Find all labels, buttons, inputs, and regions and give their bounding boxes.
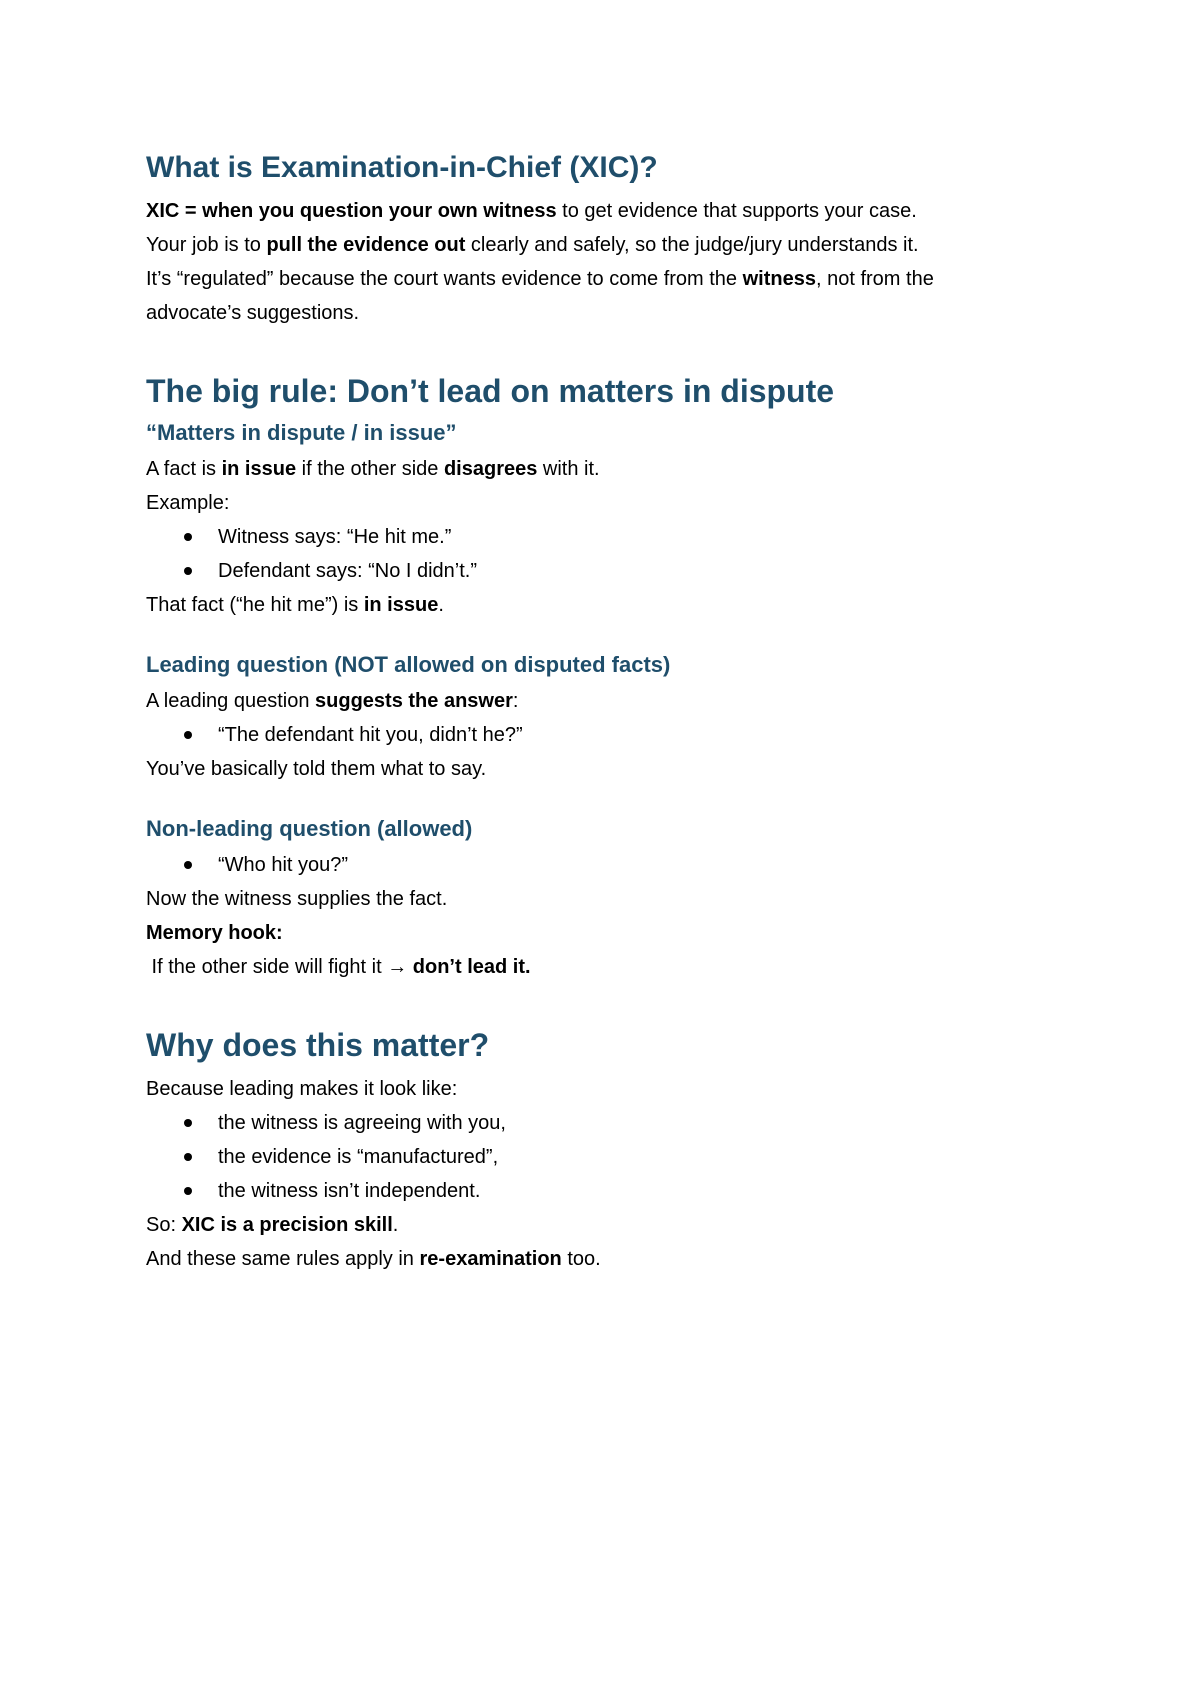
text-span: A fact is	[146, 458, 222, 480]
paragraph-regulated	[146, 262, 1076, 296]
bullet-list-non-leading	[146, 848, 1076, 882]
text-span: And these same rules apply in	[146, 1248, 420, 1270]
subheading-matters-in-dispute: “Matters in dispute / in issue”	[146, 420, 457, 445]
paragraph-that-fact	[146, 588, 1076, 622]
bold-text: XIC is a precision skill	[181, 1214, 393, 1236]
text-span: to get evidence that supports your case.	[556, 200, 917, 222]
text-span: with it.	[537, 458, 600, 480]
list-item-text: the witness is agreeing with you,	[218, 1112, 506, 1134]
paragraph-told-them: You’ve basically told them what to say.	[146, 758, 487, 780]
paragraph-advocate-suggestions: advocate’s suggestions.	[146, 302, 360, 324]
list-item-text: “Who hit you?”	[218, 854, 349, 876]
text-span: too.	[561, 1248, 601, 1270]
list-item-text: the witness isn’t independent.	[218, 1180, 481, 1202]
text-span: A leading question	[146, 690, 316, 712]
text-span: .	[438, 594, 444, 616]
list-item	[146, 1174, 1076, 1208]
bullet-list-why	[146, 1106, 1076, 1208]
paragraph-memory-hook	[146, 950, 1076, 984]
list-item	[146, 718, 1076, 752]
heading-what-is-xic: What is Examination-in-Chief (XIC)?	[146, 151, 658, 184]
text-span: if the other side	[296, 458, 444, 480]
bold-text: suggests the answer	[315, 690, 513, 712]
bullet-icon	[184, 533, 192, 541]
paragraph-precision-skill	[146, 1208, 1076, 1242]
bullet-icon	[184, 567, 192, 575]
bold-text: in issue	[221, 458, 297, 480]
text-span: So:	[146, 1214, 182, 1236]
bold-text: pull the evidence out	[266, 234, 466, 256]
bullet-icon	[184, 731, 192, 739]
paragraph-witness-supplies: Now the witness supplies the fact.	[146, 888, 448, 910]
bullet-list-example	[146, 520, 1076, 588]
example-label: Example:	[146, 492, 230, 514]
list-item	[146, 554, 1076, 588]
paragraph-your-job	[146, 228, 1076, 262]
text-span: If the other side will fight it →	[146, 956, 413, 978]
bold-text: Memory hook:	[146, 922, 283, 944]
heading-big-rule: The big rule: Don’t lead on matters in dispute	[146, 373, 835, 409]
bullet-icon	[184, 861, 192, 869]
bold-text: in issue	[363, 594, 439, 616]
bold-text: XIC = when you question your own witness	[146, 200, 557, 222]
subheading-non-leading-question: Non-leading question (allowed)	[146, 816, 473, 841]
paragraph-because-leading: Because leading makes it look like:	[146, 1078, 458, 1100]
list-item	[146, 1106, 1076, 1140]
list-item	[146, 520, 1076, 554]
bullet-icon	[184, 1119, 192, 1127]
list-item	[146, 848, 1076, 882]
paragraph-fact-in-issue	[146, 452, 1076, 486]
list-item	[146, 1140, 1076, 1174]
text-span: That fact (“he hit me”) is	[146, 594, 364, 616]
bold-text: re-examination	[419, 1248, 562, 1270]
paragraph-leading-definition	[146, 684, 1076, 718]
text-span: It’s “regulated” because the court wants evidence to come from the	[146, 268, 743, 290]
bullet-list-leading	[146, 718, 1076, 752]
paragraph-xic-definition	[146, 194, 1076, 228]
list-item-text: Witness says: “He hit me.”	[218, 526, 452, 548]
text-span: :	[512, 690, 519, 712]
bullet-icon	[184, 1153, 192, 1161]
subheading-leading-question: Leading question (NOT allowed on disputed facts)	[146, 652, 671, 677]
text-span: clearly and safely, so the judge/jury understands it.	[465, 234, 919, 256]
text-span: .	[392, 1214, 399, 1236]
bold-text: disagrees	[443, 458, 538, 480]
list-item-text: Defendant says: “No I didn’t.”	[218, 560, 478, 582]
text-span: , not from the	[815, 268, 934, 290]
heading-why-does-this-matter: Why does this matter?	[146, 1027, 490, 1063]
list-item-text: the evidence is “manufactured”,	[218, 1146, 499, 1168]
bullet-icon	[184, 1187, 192, 1195]
text-span: Your job is to	[146, 234, 267, 256]
bold-text: witness	[742, 268, 816, 290]
paragraph-re-examination	[146, 1242, 1076, 1276]
document-body	[146, 148, 1076, 1276]
list-item-text: “The defendant hit you, didn’t he?”	[218, 724, 523, 746]
memory-hook-label	[146, 916, 1076, 950]
bold-text: don’t lead it.	[412, 956, 531, 978]
